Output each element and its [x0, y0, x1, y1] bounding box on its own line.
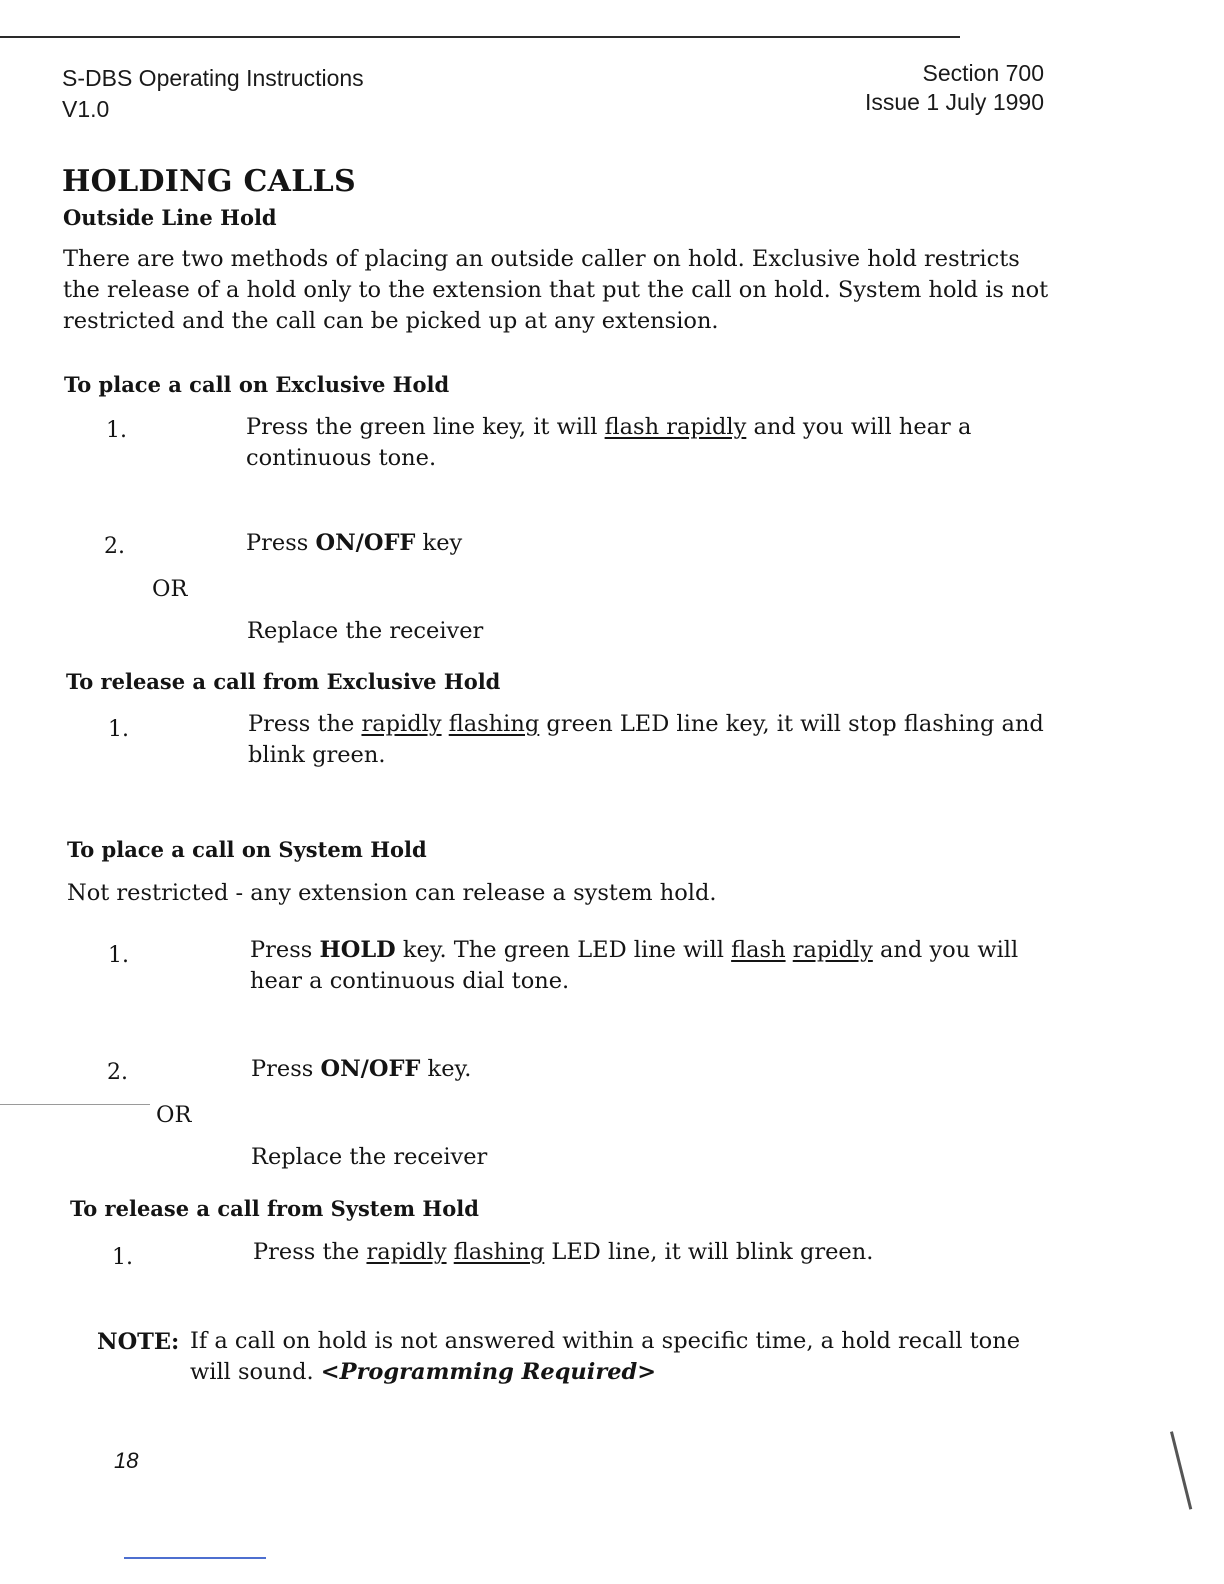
- system-release-heading: To release a call from System Hold: [70, 1196, 479, 1221]
- page-title: HOLDING CALLS: [62, 164, 357, 199]
- exclusive-place-heading: To place a call on Exclusive Hold: [64, 372, 450, 397]
- step-text: and you will hear a continuous tone.: [246, 414, 972, 471]
- programming-required-text: <Programming Required>: [320, 1359, 657, 1385]
- exclusive-place-step1-text: [246, 412, 1051, 474]
- rapidly-text: rapidly: [366, 1239, 447, 1265]
- rapidly-text: rapidly: [361, 711, 442, 737]
- system-place-step1-number: 1.: [108, 943, 129, 968]
- step-text: key. The green LED line will: [395, 937, 732, 963]
- system-place-alt: Replace the receiver: [251, 1144, 488, 1170]
- system-release-step1-text: [253, 1237, 873, 1268]
- page-subtitle: Outside Line Hold: [63, 205, 277, 230]
- system-place-heading: To place a call on System Hold: [67, 837, 427, 862]
- step-text: Press the green line key, it will: [246, 414, 605, 440]
- step-text: Press: [246, 530, 316, 556]
- rapidly-text: rapidly: [792, 937, 873, 963]
- step-text: Press the: [253, 1239, 367, 1265]
- bottom-scan-line: [124, 1557, 266, 1559]
- exclusive-release-step1-number: 1.: [108, 717, 129, 742]
- doc-title: S-DBS Operating Instructions: [62, 65, 364, 91]
- flash-rapidly-text: flash rapidly: [604, 414, 747, 440]
- on-off-key-label: ON/OFF: [320, 1056, 421, 1082]
- note-label: NOTE:: [97, 1329, 180, 1355]
- exclusive-release-heading: To release a call from Exclusive Hold: [66, 669, 501, 694]
- exclusive-place-step2-text: [246, 528, 462, 559]
- system-place-or: OR: [156, 1102, 192, 1128]
- scan-mark: [1170, 1431, 1192, 1509]
- flashing-text: flashing: [453, 1239, 545, 1265]
- flash-text: flash: [731, 937, 786, 963]
- flashing-text: flashing: [448, 711, 540, 737]
- step-text: Press the: [248, 711, 362, 737]
- exclusive-place-alt: Replace the receiver: [247, 618, 484, 644]
- exclusive-release-step1-text: [248, 709, 1056, 771]
- note-body: If a call on hold is not answered within a specific time, a hold recall tone will sound.: [190, 1328, 1021, 1385]
- page-number: 18: [114, 1448, 139, 1473]
- intro-paragraph: There are two methods of placing an outside caller on hold. Exclusive hold restricts the release of a hold only to the extension that put the call on hold. System hold is not restricted and the call can be picked up at any extension.: [63, 246, 1049, 334]
- section-label: Section 700: [922, 60, 1044, 86]
- doc-version: V1.0: [62, 96, 110, 122]
- exclusive-place-step2-number: 2.: [104, 534, 125, 559]
- step-text: key: [415, 530, 463, 556]
- system-release-step1-number: 1.: [112, 1245, 133, 1270]
- note-text: [190, 1326, 1060, 1388]
- exclusive-place-or: OR: [152, 576, 188, 602]
- step-text: key.: [420, 1056, 472, 1082]
- step-text: LED line, it will blink green.: [544, 1239, 874, 1265]
- system-place-step2-number: 2.: [107, 1060, 128, 1085]
- step-text: Press: [250, 937, 320, 963]
- top-rule: [0, 36, 960, 38]
- step-text: green LED line key, it will stop flashing and blink green.: [248, 711, 1044, 768]
- scan-line: [0, 1104, 150, 1105]
- issue-label: Issue 1 July 1990: [864, 89, 1044, 115]
- system-place-step1-text: [250, 935, 1055, 997]
- on-off-key-label: ON/OFF: [315, 530, 416, 556]
- step-text: Press: [251, 1056, 321, 1082]
- system-place-step2-text: [251, 1054, 471, 1085]
- exclusive-place-step1-number: 1.: [106, 418, 127, 443]
- system-place-intro: Not restricted - any extension can release a system hold.: [67, 880, 717, 906]
- hold-key-label: HOLD: [319, 937, 396, 963]
- step-text: and you will hear a continuous dial tone.: [250, 937, 1019, 994]
